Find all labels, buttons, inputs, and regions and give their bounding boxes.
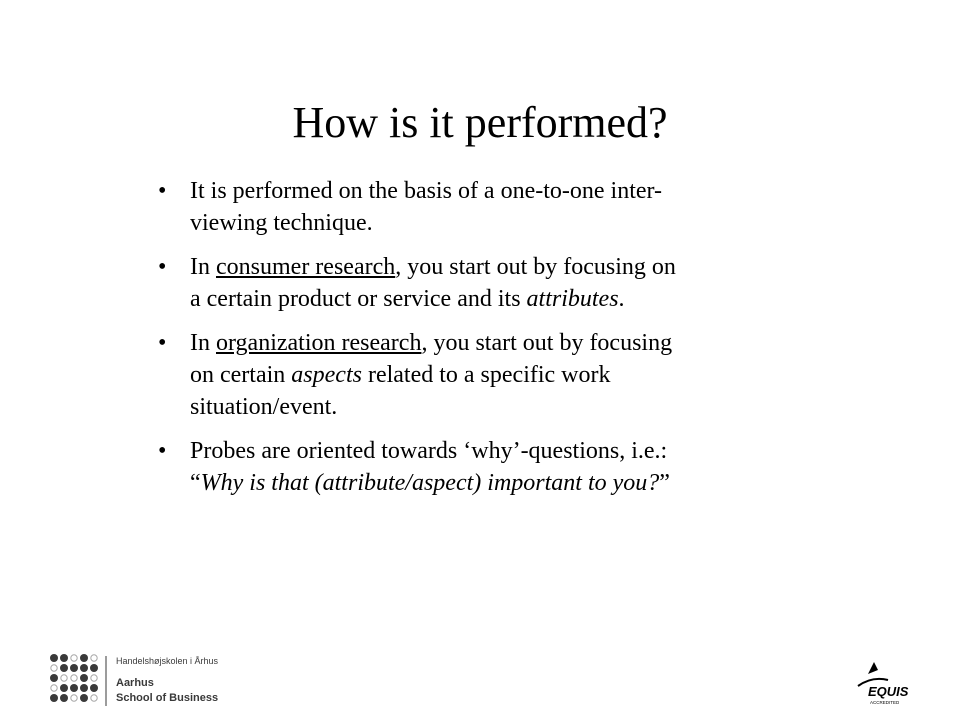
logo-dot (60, 684, 68, 692)
logo-dot (91, 655, 97, 661)
bullet-text-segment: “ (190, 470, 201, 496)
bullet-item (150, 435, 790, 499)
aarhus-school-of-business-logo (48, 652, 288, 708)
logo-dot (60, 654, 68, 662)
logo-dot (71, 675, 77, 681)
logo-dot (70, 664, 78, 672)
bullet-marker: • (158, 178, 167, 204)
bullet-item (150, 175, 790, 239)
bullet-text-segment: a certain product or service and its (190, 286, 527, 312)
bullet-text-segment: It is performed on the basis of a one-to-one inter- (190, 178, 663, 204)
logo-dot (80, 674, 88, 682)
equis-logo (852, 658, 932, 708)
bullet-list (150, 175, 790, 511)
logo-dot (50, 674, 58, 682)
logo-dot-grid (50, 654, 98, 702)
logo-dot (80, 694, 88, 702)
logo-dot (51, 665, 57, 671)
equis-swoosh-icon (868, 662, 878, 674)
logo-dot (70, 684, 78, 692)
bullet-text-segment: attributes (526, 286, 619, 312)
logo-line2: Aarhus (116, 677, 154, 689)
logo-dot (60, 664, 68, 672)
bullet-text-segment: viewing technique. (190, 210, 373, 236)
bullet-text-segment: , you start out by focusing on (395, 254, 676, 280)
logo-dot (90, 664, 98, 672)
bullet-item (150, 251, 790, 315)
logo-dot (80, 684, 88, 692)
logo-dot (80, 654, 88, 662)
logo-line1: Handelshøjskolen i Århus (116, 656, 219, 666)
bullet-text-segment: In (190, 254, 216, 280)
logo-dot (90, 684, 98, 692)
logo-dot (91, 675, 97, 681)
slide-title: How is it performed? (292, 98, 668, 148)
logo-dot (80, 664, 88, 672)
bullet-text-segment: consumer research (216, 254, 396, 280)
bullet-text-segment: situation/event. (190, 394, 338, 420)
bullet-text-segment: aspects (291, 362, 362, 388)
bullet-text-segment: Probes are oriented towards ‘why’-questions, i.e.: (190, 438, 668, 464)
bullet-text-segment: In (190, 330, 216, 356)
equis-label: EQUIS (868, 684, 909, 699)
logo-dot (50, 654, 58, 662)
bullet-text-segment: Why is that (attribute/aspect) important to you? (200, 470, 660, 496)
bullet-text-segment: , you start out by focusing (421, 330, 673, 356)
logo-dot (71, 655, 77, 661)
logo-dot (50, 694, 58, 702)
bullet-text-segment: . (618, 286, 625, 312)
bullet-item (150, 327, 790, 423)
logo-dot (91, 695, 97, 701)
bullet-marker: • (158, 254, 167, 280)
logo-dot (71, 695, 77, 701)
bullet-marker: • (158, 438, 167, 464)
bullet-text-segment: organization research (216, 330, 422, 356)
bullet-text-segment: on certain (190, 362, 292, 388)
equis-sub-label: ACCREDITED (870, 700, 900, 705)
logo-dot (51, 685, 57, 691)
logo-line3: School of Business (116, 692, 219, 704)
bullet-marker: • (158, 330, 167, 356)
logo-dot (61, 675, 67, 681)
bullet-text-segment: ” (659, 470, 670, 496)
bullet-text-segment: related to a specific work (361, 362, 611, 388)
logo-dot (60, 694, 68, 702)
